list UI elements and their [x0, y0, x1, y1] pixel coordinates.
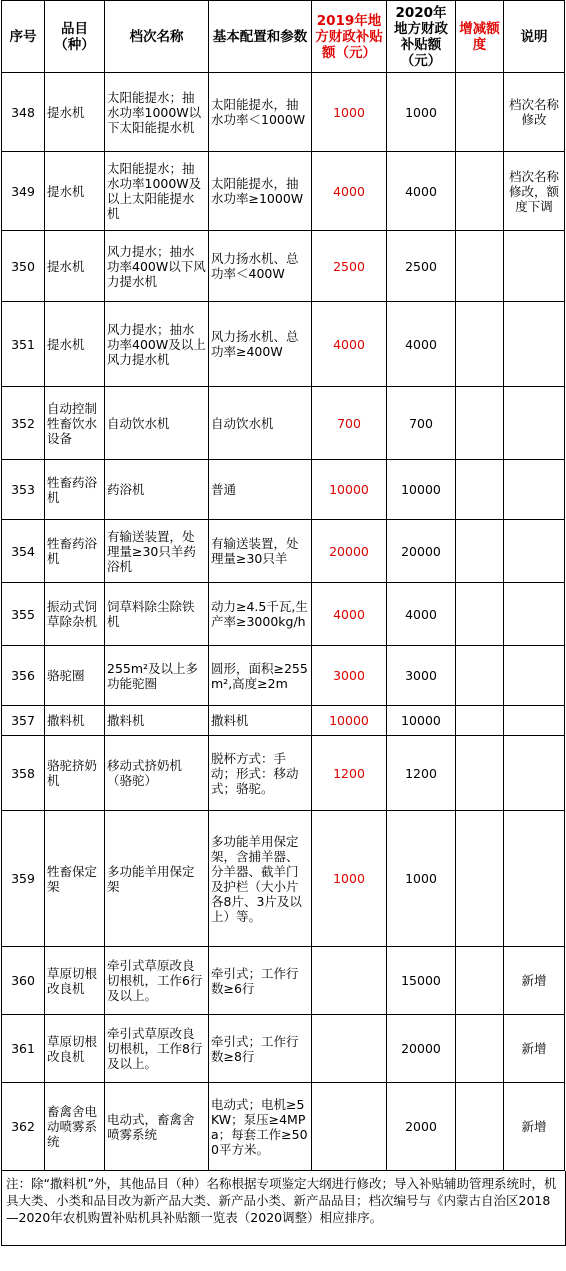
cell-2020-subsidy: 10000 [387, 706, 456, 736]
cell-change [456, 302, 504, 387]
cell-2019-subsidy: 1200 [312, 736, 387, 811]
cell-remark [504, 520, 565, 583]
cell-2019-subsidy: 20000 [312, 520, 387, 583]
cell-no: 353 [2, 460, 45, 520]
table-row [2, 1083, 565, 1171]
cell-change [456, 387, 504, 460]
cell-config: 自动饮水机 [209, 387, 312, 460]
cell-config: 电动式；电机≥5KW；泵压≥4MPa；每套工作≥500平方米。 [209, 1083, 312, 1171]
cell-2020-subsidy: 15000 [387, 947, 456, 1015]
cell-grade: 电动式，畜禽舍喷雾系统 [105, 1083, 209, 1171]
cell-change [456, 231, 504, 302]
cell-config: 动力≥4.5千瓦,生产率≥3000kg/h [209, 583, 312, 646]
cell-remark [504, 583, 565, 646]
cell-2020-subsidy: 20000 [387, 520, 456, 583]
cell-2020-subsidy: 1000 [387, 811, 456, 947]
cell-no: 352 [2, 387, 45, 460]
table-row [2, 73, 565, 152]
header-no: 序号 [2, 1, 45, 73]
table-row [2, 583, 565, 646]
table-row [2, 152, 565, 231]
cell-change [456, 583, 504, 646]
cell-no: 350 [2, 231, 45, 302]
cell-no: 355 [2, 583, 45, 646]
cell-2019-subsidy: 10000 [312, 460, 387, 520]
cell-grade: 自动饮水机 [105, 387, 209, 460]
table-row [2, 520, 565, 583]
cell-no: 358 [2, 736, 45, 811]
cell-item: 撒料机 [45, 706, 105, 736]
cell-grade: 太阳能提水；抽水功率1000W以下太阳能提水机 [105, 73, 209, 152]
cell-no: 359 [2, 811, 45, 947]
cell-change [456, 706, 504, 736]
cell-no: 362 [2, 1083, 45, 1171]
cell-change [456, 811, 504, 947]
table-row [2, 736, 565, 811]
cell-grade: 移动式挤奶机（骆驼） [105, 736, 209, 811]
cell-remark: 档次名称修改 [504, 73, 565, 152]
table-row [2, 302, 565, 387]
table-row [2, 811, 565, 947]
cell-2019-subsidy: 4000 [312, 583, 387, 646]
cell-item: 提水机 [45, 302, 105, 387]
cell-change [456, 646, 504, 706]
cell-remark [504, 231, 565, 302]
cell-no: 357 [2, 706, 45, 736]
subsidy-table [1, 0, 565, 1171]
cell-change [456, 1083, 504, 1171]
table-row [2, 1015, 565, 1083]
cell-change [456, 152, 504, 231]
table-row [2, 947, 565, 1015]
cell-remark [504, 460, 565, 520]
cell-2020-subsidy: 4000 [387, 583, 456, 646]
cell-remark: 档次名称修改，额度下调 [504, 152, 565, 231]
cell-config: 风力扬水机、总功率＜400W [209, 231, 312, 302]
header-remark: 说明 [504, 1, 565, 73]
cell-2020-subsidy: 2000 [387, 1083, 456, 1171]
cell-item: 自动控制牲畜饮水设备 [45, 387, 105, 460]
cell-change [456, 460, 504, 520]
cell-2019-subsidy: 3000 [312, 646, 387, 706]
cell-config: 撒料机 [209, 706, 312, 736]
cell-item: 牲畜保定架 [45, 811, 105, 947]
cell-item: 畜禽舍电动喷雾系统 [45, 1083, 105, 1171]
cell-remark [504, 302, 565, 387]
cell-config: 有输送装置，处理量≥30只羊 [209, 520, 312, 583]
cell-item: 骆驼圈 [45, 646, 105, 706]
cell-grade: 255m²及以上多功能驼圈 [105, 646, 209, 706]
cell-grade: 有输送装置，处理量≥30只羊药浴机 [105, 520, 209, 583]
cell-no: 360 [2, 947, 45, 1015]
cell-2019-subsidy [312, 1083, 387, 1171]
table-row [2, 646, 565, 706]
cell-no: 354 [2, 520, 45, 583]
cell-2020-subsidy: 700 [387, 387, 456, 460]
cell-remark: 新增 [504, 947, 565, 1015]
cell-item: 提水机 [45, 152, 105, 231]
cell-no: 356 [2, 646, 45, 706]
header-grade: 档次名称 [105, 1, 209, 73]
cell-no: 348 [2, 73, 45, 152]
footnote: 注：除“撒料机”外，其他品目（种）名称根据专项鉴定大纲进行修改；导入补贴辅助管理系统时，机具大类、小类和品目改为新产品大类、新产品小类、新产品品目；档次编号与《内蒙古自治区2018—2020年农机购置补贴机具补贴额一览表（2020调整）相应排序。 [1, 1171, 566, 1246]
cell-2020-subsidy: 1200 [387, 736, 456, 811]
table-row [2, 460, 565, 520]
cell-2019-subsidy: 1000 [312, 811, 387, 947]
cell-2019-subsidy [312, 1015, 387, 1083]
cell-change [456, 947, 504, 1015]
cell-2019-subsidy: 1000 [312, 73, 387, 152]
cell-config: 牵引式；工作行数≥8行 [209, 1015, 312, 1083]
cell-config: 牵引式；工作行数≥6行 [209, 947, 312, 1015]
cell-grade: 风力提水；抽水功率400W以下风力提水机 [105, 231, 209, 302]
cell-2020-subsidy: 3000 [387, 646, 456, 706]
cell-item: 提水机 [45, 231, 105, 302]
cell-2020-subsidy: 10000 [387, 460, 456, 520]
cell-item: 牲畜药浴机 [45, 460, 105, 520]
cell-2019-subsidy: 700 [312, 387, 387, 460]
header-row [2, 1, 565, 73]
cell-grade: 饲草料除尘除铁机 [105, 583, 209, 646]
cell-config: 脱杯方式：手动；形式：移动式；骆驼。 [209, 736, 312, 811]
cell-2019-subsidy: 2500 [312, 231, 387, 302]
cell-grade: 撒料机 [105, 706, 209, 736]
cell-config: 圆形，面积≥255m²,高度≥2m [209, 646, 312, 706]
cell-remark [504, 736, 565, 811]
cell-change [456, 1015, 504, 1083]
cell-remark: 新增 [504, 1015, 565, 1083]
cell-2019-subsidy: 10000 [312, 706, 387, 736]
cell-item: 草原切根改良机 [45, 1015, 105, 1083]
cell-grade: 牵引式草原改良切根机，工作6行及以上。 [105, 947, 209, 1015]
cell-no: 351 [2, 302, 45, 387]
cell-2019-subsidy: 4000 [312, 302, 387, 387]
header-change: 增减额度 [456, 1, 504, 73]
cell-remark [504, 706, 565, 736]
cell-remark [504, 387, 565, 460]
cell-change [456, 520, 504, 583]
header-config: 基本配置和参数 [209, 1, 312, 73]
header-2020-subsidy: 2020年地方财政补贴额（元） [387, 1, 456, 73]
cell-config: 多功能羊用保定架，含捕羊器、分羊器、截羊门及护栏（大小片各8片、3片及以上）等。 [209, 811, 312, 947]
cell-config: 普通 [209, 460, 312, 520]
cell-item: 草原切根改良机 [45, 947, 105, 1015]
table-row [2, 387, 565, 460]
header-2019-subsidy: 2019年地方财政补贴额（元） [312, 1, 387, 73]
cell-2019-subsidy [312, 947, 387, 1015]
cell-no: 361 [2, 1015, 45, 1083]
cell-item: 振动式饲草除杂机 [45, 583, 105, 646]
cell-remark [504, 646, 565, 706]
cell-item: 骆驼挤奶机 [45, 736, 105, 811]
cell-2020-subsidy: 4000 [387, 152, 456, 231]
table-row [2, 706, 565, 736]
cell-change [456, 736, 504, 811]
header-item: 品目（种） [45, 1, 105, 73]
cell-grade: 多功能羊用保定架 [105, 811, 209, 947]
cell-item: 牲畜药浴机 [45, 520, 105, 583]
cell-no: 349 [2, 152, 45, 231]
cell-remark [504, 811, 565, 947]
cell-change [456, 73, 504, 152]
cell-2020-subsidy: 4000 [387, 302, 456, 387]
cell-config: 太阳能提水，抽水功率＜1000W [209, 73, 312, 152]
cell-item: 提水机 [45, 73, 105, 152]
cell-grade: 牵引式草原改良切根机，工作8行及以上。 [105, 1015, 209, 1083]
cell-grade: 药浴机 [105, 460, 209, 520]
cell-grade: 风力提水；抽水功率400W及以上风力提水机 [105, 302, 209, 387]
cell-2020-subsidy: 20000 [387, 1015, 456, 1083]
cell-grade: 太阳能提水；抽水功率1000W及以上太阳能提水机 [105, 152, 209, 231]
cell-2020-subsidy: 1000 [387, 73, 456, 152]
cell-2019-subsidy: 4000 [312, 152, 387, 231]
cell-2020-subsidy: 2500 [387, 231, 456, 302]
cell-remark: 新增 [504, 1083, 565, 1171]
table-row [2, 231, 565, 302]
cell-config: 太阳能提水，抽水功率≥1000W [209, 152, 312, 231]
cell-config: 风力扬水机、总功率≥400W [209, 302, 312, 387]
